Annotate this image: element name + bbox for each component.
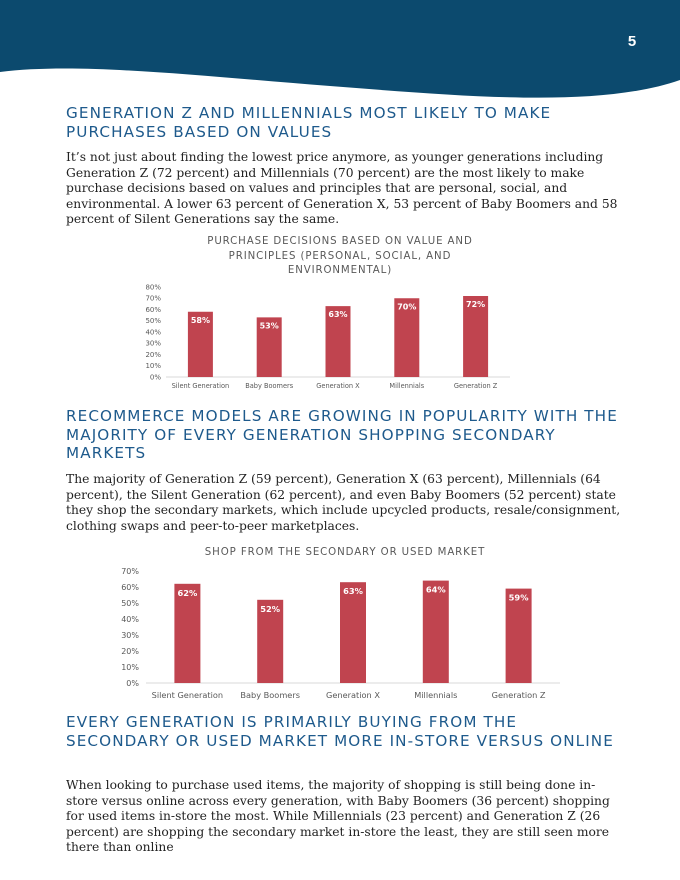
data-label: 64% xyxy=(425,584,446,595)
header-wave xyxy=(0,0,680,98)
data-label: 59% xyxy=(508,592,529,603)
bar-chart-secondary-market xyxy=(110,563,560,708)
data-label: 72% xyxy=(466,300,486,309)
bar-chart-purchase-decisions xyxy=(130,280,530,395)
x-tick-label: Baby Boomers xyxy=(240,690,300,700)
y-tick-label: 0% xyxy=(149,373,161,382)
y-tick-label: 80% xyxy=(145,283,161,292)
chart-title: SHOP FROM THE SECONDARY OR USED MARKET xyxy=(204,547,486,558)
y-tick-label: 60% xyxy=(145,305,161,314)
y-tick-label: 50% xyxy=(121,598,139,608)
y-tick-label: 20% xyxy=(145,350,161,359)
section-body: When looking to purchase used items, the majority of shopping is still being done in-store versus online across every generation, with Baby Boomers (36 percent) shopping for used items in-store the most. While Millennials (23 percent) and Generation Z (26 percent) are shopping the secondary market in-store the least, they are still seen more there than online xyxy=(66,778,610,855)
y-tick-label: 30% xyxy=(121,630,139,640)
x-tick-label: Generation X xyxy=(326,690,380,700)
data-label: 70% xyxy=(397,302,417,312)
y-tick-label: 60% xyxy=(121,582,139,592)
page-number: 5 xyxy=(627,33,637,50)
bar-silent-generation xyxy=(174,584,200,683)
x-tick-label: Generation Z xyxy=(491,690,546,700)
chart-title: PURCHASE DECISIONS BASED ON VALUE AND PRINCIPLES (PERSONAL, SOCIAL, AND ENVIRONMENTAL) xyxy=(207,236,473,276)
y-tick-label: 10% xyxy=(145,362,161,371)
bar-millennials xyxy=(423,581,449,683)
data-label: 62% xyxy=(177,587,198,598)
data-label: 58% xyxy=(190,315,210,325)
y-tick-label: 70% xyxy=(145,294,161,303)
y-tick-label: 50% xyxy=(145,317,161,326)
y-tick-label: 70% xyxy=(121,566,139,576)
x-tick-label: Generation Z xyxy=(453,382,498,390)
bar-generation-x xyxy=(340,582,366,683)
y-tick-label: 40% xyxy=(121,614,139,624)
section-heading: EVERY GENERATION IS PRIMARILY BUYING FROM THE SECONDARY OR USED MARKET MORE IN-STORE VERSUS ONLINE xyxy=(66,713,614,750)
data-label: 53% xyxy=(259,321,279,331)
x-tick-label: Baby Boomers xyxy=(245,382,294,390)
y-tick-label: 20% xyxy=(121,646,139,656)
y-tick-label: 30% xyxy=(145,339,161,348)
data-label: 52% xyxy=(260,603,281,614)
section-body: It’s not just about finding the lowest price anymore, as younger generations including Generation Z (72 percent) and Millennials (70 percent) are the most likely to make purchase decisions based on values and principles that are personal, social, and environmental. A lower 63 percent of Generation X, 53 percent of Baby Boomers and 58 percent of Silent Generations say the same. xyxy=(66,150,618,227)
header-band xyxy=(0,0,680,110)
section-heading: RECOMMERCE MODELS ARE GROWING IN POPULARITY WITH THE MAJORITY OF EVERY GENERATION SHOPPING SECONDARY MARKETS xyxy=(66,407,618,463)
section-body: The majority of Generation Z (59 percent), Generation X (63 percent), Millennials (64 percent), the Silent Generation (62 percent), and even Baby Boomers (52 percent) state they shop the secondary markets, which include upcycled products, resale/consignment, clothing swaps and peer-to-peer marketplaces. xyxy=(66,472,621,533)
section-heading: GENERATION Z AND MILLENNIALS MOST LIKELY TO MAKE PURCHASES BASED ON VALUES xyxy=(66,104,552,141)
x-tick-label: Silent Generation xyxy=(171,382,230,390)
data-label: 63% xyxy=(343,586,363,597)
bar-generation-z xyxy=(506,589,532,683)
x-tick-label: Generation X xyxy=(316,382,360,390)
y-tick-label: 40% xyxy=(145,328,161,337)
y-tick-label: 10% xyxy=(121,662,139,672)
x-tick-label: Millennials xyxy=(389,382,425,390)
x-tick-label: Silent Generation xyxy=(151,690,224,700)
x-tick-label: Millennials xyxy=(414,690,458,700)
y-tick-label: 0% xyxy=(126,678,139,688)
data-label: 63% xyxy=(328,310,348,320)
